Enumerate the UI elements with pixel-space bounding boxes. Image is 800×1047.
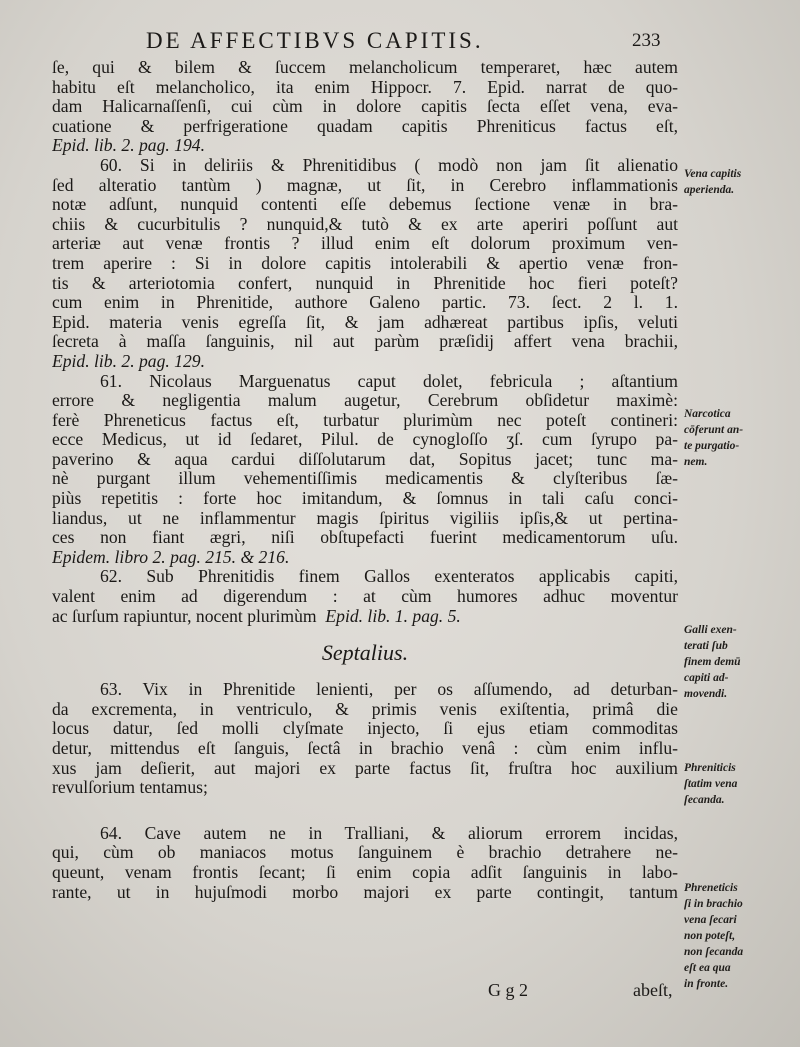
margin-line: Vena capitis (684, 168, 742, 180)
text-line: 63. Vix in Phrenitide lenienti, per os aſſumendo, ad deturban- (100, 680, 678, 700)
text-line: arteriæ aut venæ frontis ? illud enim eſt dolorum proximum ven- (52, 234, 678, 254)
text-fragment: ac ſurſum rapiuntur, nocent plurimùm (52, 606, 317, 626)
text-line: notæ adſunt, nunquid contenti eſſe debemus ſectione venæ in bra- (52, 195, 678, 215)
text-line: dam Halicarnaſſenſi, cui cùm in dolore capitis ſecta eſſet vena, eva- (52, 97, 678, 117)
citation: Epid. lib. 1. pag. 5. (325, 606, 461, 626)
text-line: ſe, qui & bilem & ſuccem melancholicum temperaret, hæc autem (52, 58, 678, 77)
text-line: liandus, ut ne inflammentur magis ſpiritus vigiliis ipſis,& ut pertina- (52, 508, 678, 528)
text-line: piùs repetitis : forte hoc imitandum, & ſomnus in tali caſu conci- (52, 489, 678, 509)
margin-line: in fronte. (684, 978, 729, 990)
text-line: 62. Sub Phrenitidis finem Gallos exenteratos applicabis capiti, (100, 567, 678, 587)
margin-line: ſtatim vena (684, 778, 738, 790)
text-line: da excrementa, in ventriculo, & primis venis exiſtentia, primâ die (52, 699, 678, 719)
text-line: ecce Medicus, ut id ſedaret, Pilul. de cynogloſſo ʒſ. cum ſyrupo pa- (52, 430, 678, 450)
running-header: DE AFFECTIBVS CAPITIS. (146, 28, 484, 53)
margin-line: Narcotica (684, 408, 731, 420)
text-line: chiis & cucurbitulis ? nunquid,& tutò & ex arte aperiri poſſunt aut (52, 214, 678, 234)
citation: Epid. lib. 2. pag. 129. (52, 351, 205, 371)
page-number: 233 (632, 30, 661, 51)
margin-line: ſi in brachio (684, 898, 743, 910)
text-line: tis & arteriotomia confert, nunquid in Phrenitide hoc fieri poteſt? (52, 273, 678, 293)
margin-line: aperienda. (684, 184, 735, 196)
text-line: 61. Nicolaus Marguenatus caput dolet, febricula ; aſtantium (100, 371, 678, 391)
margin-line: vena ſecari (684, 914, 737, 926)
paragraph-gap (52, 798, 678, 824)
paragraph-63 (52, 680, 678, 798)
citation: Epidem. libro 2. pag. 215. & 216. (52, 547, 290, 567)
text-line: qui, cùm ob maniacos motus ſanguinem è brachio detrahere ne- (52, 843, 678, 863)
text-line: cuatione & perfrigeratione quadam capitis Phreniticus factus eſt, (52, 116, 678, 136)
text-line: queunt, venam frontis ſecant; ſi enim copia adſit ſanguinis in labo- (52, 862, 678, 882)
catchword: abeſt, (633, 980, 673, 1000)
main-text (52, 58, 678, 902)
margin-line: terati ſub (684, 640, 728, 652)
margin-note-vena-capitis (684, 166, 796, 198)
margin-line: movendi. (684, 688, 728, 700)
text-line: ſecreta à maſſa ſanguinis, nil aut parùm præſidij affert vena brachii, (52, 332, 678, 352)
margin-note-phreneticis (684, 880, 796, 992)
margin-line: finem demū (684, 656, 741, 668)
margin-line: Phreneticis (684, 882, 738, 894)
margin-line: Phreniticis (684, 762, 736, 774)
text-line: rante, ut in hujuſmodi morbo majori ex parte contingit, tantum (52, 882, 678, 902)
paragraph-60 (52, 156, 678, 372)
margin-note-galli (684, 622, 796, 702)
text-line: trem aperire : Si in dolore capitis intolerabili & apertio venæ fron- (52, 253, 678, 273)
text-line: revulſorium tentamus; (52, 778, 208, 798)
margin-line: ſecanda. (684, 794, 725, 806)
text-line: locus datur, ſed molli clyſmate injecto, ſi ejus etiam commoditas (52, 719, 678, 739)
text-line: habitu eſt melancholico, ita enim Hippocr. 7. Epid. narrat de quo- (52, 77, 678, 97)
margin-note-phreniticis (684, 760, 796, 808)
text-line: valent enim ad digerendum : at cùm humores adhuc moventur (52, 587, 678, 607)
text-line: Epid. materia venis egreſſa ſit, & jam adhæreat partibus ipſis, veluti (52, 312, 678, 332)
text-line: ces non fiant ægri, niſi obſtupefacti fuerint medicamentorum uſu. (52, 528, 678, 548)
margin-line: nem. (684, 456, 708, 468)
text-line: errore & negligentia malum augetur, Cerebrum obſidetur maximè: (52, 391, 678, 411)
text-line: xus jam deſierit, aut majori ex parte factus ſit, fruſtra hoc auxilium (52, 758, 678, 778)
paragraph-64 (52, 824, 678, 902)
margin-line: Galli exen- (684, 624, 737, 636)
margin-line: capiti ad- (684, 672, 729, 684)
text-line: nè purgant illum vehementiſſimis medicamentis & clyſteribus ſæ- (52, 469, 678, 489)
margin-line: cōferunt an- (684, 424, 744, 436)
citation: Epid. lib. 2. pag. 194. (52, 136, 205, 156)
paragraph-59-continuation (52, 58, 678, 156)
margin-line: te purgatio- (684, 440, 740, 452)
text-line: paverino & aqua cardui diſſolutarum dat, Sopitus jacet; tunc ma- (52, 449, 678, 469)
margin-note-narcotica (684, 406, 796, 470)
text-line: ferè Phreneticus factus eſt, turbatur plurimùm nec poteſt contineri: (52, 410, 678, 430)
margin-line: non poteſt, (684, 930, 736, 942)
text-line: ſed alteratio tantùm ) magnæ, ut ſit, in Cerebro inflammationis (52, 175, 678, 195)
paragraph-62 (52, 567, 678, 626)
text-line: 64. Cave autem ne in Tralliani, & aliorum errorem incidas, (100, 823, 678, 843)
paragraph-61 (52, 372, 678, 568)
text-line: 60. Si in deliriis & Phrenitidibus ( modò non jam ſit alienatio (100, 155, 678, 175)
text-line: cum enim in Phrenitide, authore Galeno partic. 73. ſect. 2 l. 1. (52, 293, 678, 313)
text-line (52, 607, 678, 627)
section-heading: Septalius. (321, 640, 409, 666)
margin-line: eſt ea qua (684, 962, 731, 974)
text-line: detur, mittendus eſt ſanguis, ſectâ in brachio venâ : cùm enim influ- (52, 739, 678, 758)
margin-line: non ſecanda (684, 946, 744, 958)
signature-line (488, 980, 672, 1001)
signature-mark: G g 2 (488, 980, 528, 1000)
